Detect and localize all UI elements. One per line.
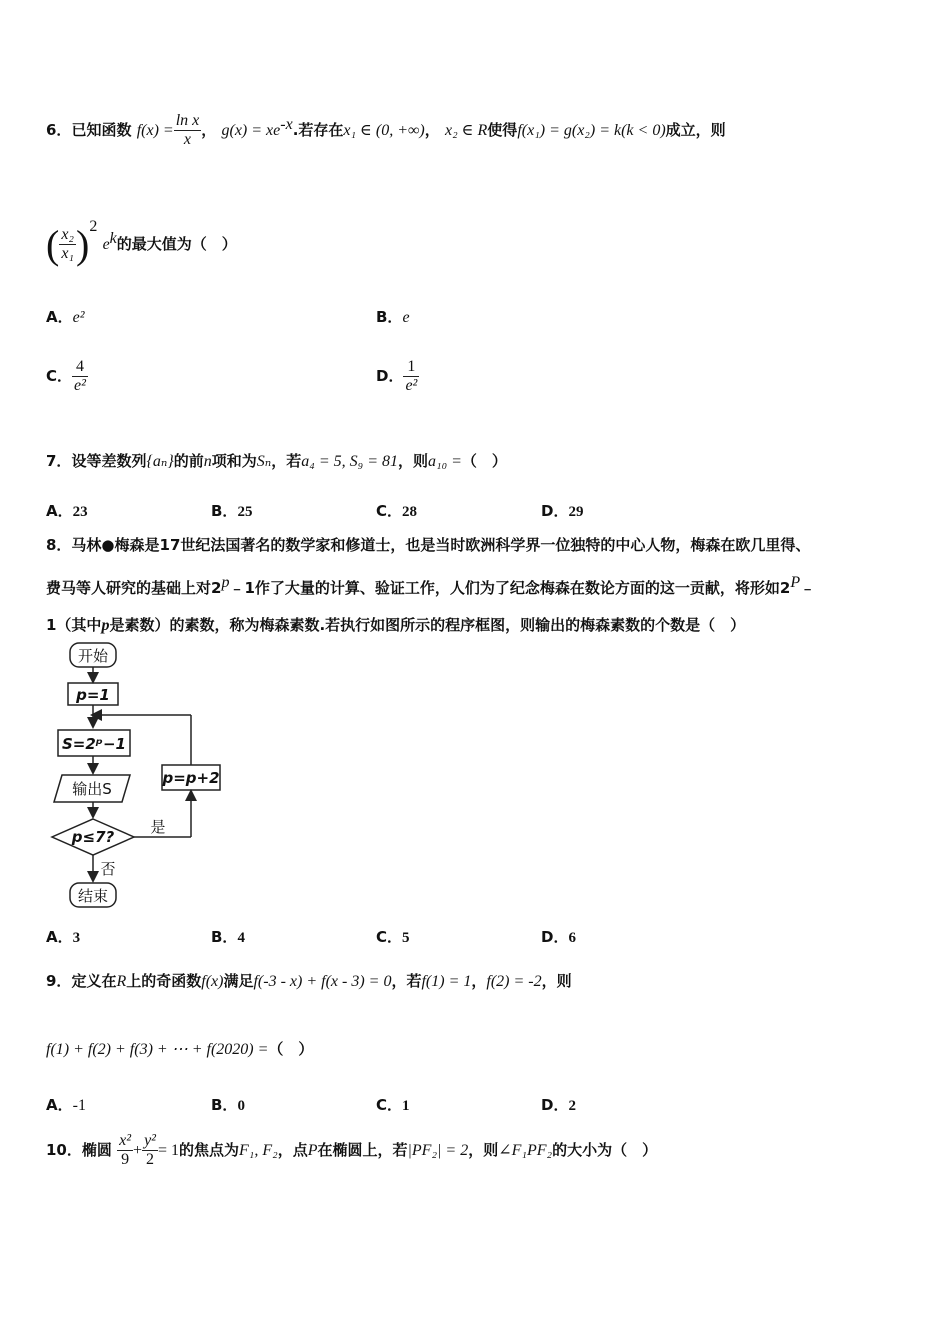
question-9-line2: f(1) + f(2) + f(3) + ⋯ + f(2020) =（ ） — [46, 1040, 314, 1058]
q9-option-c[interactable]: C．1 — [376, 1096, 410, 1114]
flow-cond-label: p≤7? — [71, 828, 115, 846]
flow-no-label: 否 — [100, 860, 116, 878]
question-7: 7．设等差数列{aₙ}的前n项和为Sₙ，若a₄ = 5, S₉ = 81，则a₁₀ =（ ） — [46, 452, 507, 470]
q9-option-d[interactable]: D．2 — [541, 1096, 576, 1114]
q6-option-d[interactable]: D． $\frac{1}{\text{e²}}$ — [376, 358, 418, 394]
flow-calc-label: S=2ᵖ−1 — [62, 735, 126, 753]
q9-option-a[interactable]: A．-1 — [46, 1096, 86, 1114]
q7-option-a[interactable]: A．23 — [46, 502, 88, 520]
q8-option-b[interactable]: B．4 — [211, 928, 245, 946]
q7-option-b[interactable]: B．25 — [211, 502, 253, 520]
q8-option-d[interactable]: D．6 — [541, 928, 576, 946]
q6-option-b[interactable]: B．e — [376, 308, 410, 326]
question-9-line1: 9．定义在R上的奇函数f(x)满足f(-3 - x) + f(x - 3) = 0，若f(1) = 1，f(2) = -2，则 — [46, 972, 572, 990]
flow-init-label: p=1 — [76, 686, 110, 704]
q9-option-b[interactable]: B．0 — [211, 1096, 245, 1114]
question-6-line1: 6．已知函数 f(x) = $\frac{\text{ln x}}{x}$ ， $g(x) = xe^{-x}$.若存在x₁ ∈ (0, +∞)， x₂ ∈ R使得f(x₁) = g(x₂) = k(k < 0)成立，则 — [46, 112, 726, 148]
q8-option-c[interactable]: C．5 — [376, 928, 410, 946]
q7-option-c[interactable]: C．28 — [376, 502, 418, 520]
question-8: 8．马林●梅森是17世纪法国著名的数学家和修道士，也是当时欧洲科学界一位独特的中心人物，梅森在欧几里得、 费马等人研究的基础上对2$^p$﹣1作了大量的计算、验证工作，人们为了纪念梅森在数论方面的这一贡献，将形如$2^P﹣$ 1（其中p是素数）的素数，称为梅森素数.若执行如图所示的程序框图，则输出的梅森素数的个数是（ ） — [46, 536, 816, 634]
flow-start-label: 开始 — [77, 647, 109, 665]
flow-output-label: 输出S — [72, 780, 112, 798]
q6-option-a[interactable]: A．e² — [46, 308, 85, 326]
flowchart — [50, 640, 240, 915]
flow-update-label: p=p+2 — [162, 769, 220, 787]
q6-option-c[interactable]: C． $\frac{4}{\text{e²}}$ — [46, 358, 86, 394]
flow-end-label: 结束 — [77, 887, 109, 905]
q8-option-a[interactable]: A．3 — [46, 928, 81, 946]
q7-option-d[interactable]: D．29 — [541, 502, 584, 520]
question-10: 10．椭圆 $\frac{\text{x²}}{9}$ + $\frac{\text{y²}}{2}$ = 1的焦点为F₁, F₂，点P在椭圆上，若|PF₂| = 2，则∠F₁PF₂的大小为（ ） — [46, 1132, 658, 1168]
fraction: $\frac{\text{ln x}}{x}$ — [175, 112, 200, 148]
question-number: 6． — [46, 121, 72, 139]
flow-yes-label: 是 — [150, 818, 166, 836]
question-6-line2: ( $\frac{\text{x₂}}{\text{x₁}}$ )$^2$ $e^k$的最大值为（ ） — [46, 218, 237, 267]
